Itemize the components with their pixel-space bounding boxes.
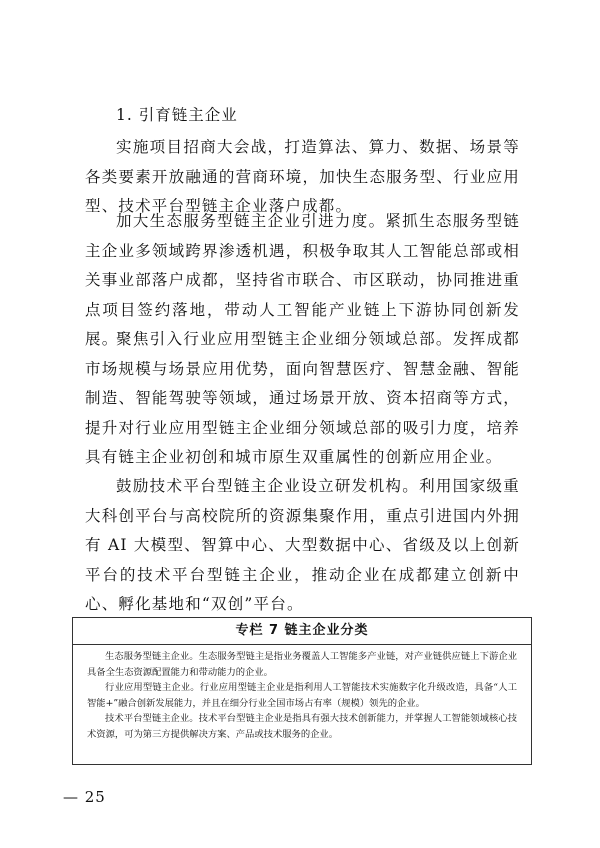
section-heading: 1. 引育链主企业 <box>116 106 238 124</box>
paragraph-intro: 实施项目招商大会战，打造算法、算力、数据、场景等各类要素开放融通的营商环境，加快生态服务型、行业应用型、技术平台型链主企业落户成都。 <box>85 138 520 215</box>
column-box-item-ecosystem: 生态服务型链主企业。生态服务型链主是指业务覆盖人工智能多产业链，对产业链供应链上下游企业具备全生态资源配置能力和带动能力的企业。 <box>87 651 517 678</box>
paragraph-industry-application: 聚焦引入行业应用型链主企业细分领域总部。发挥成都市场规模与场景应用优势，面向智慧医疗、智慧金融、智能制造、智能驾驶等领域，通过场景开放、资本招商等方式，提升对行业应用型链主企业细分领域总部的吸引力度，培养具有链主企业初创和城市原生双重属性的创新应用企业。 <box>85 330 520 466</box>
paragraph-ecosystem-service: 加大生态服务型链主企业引进力度。紧抓生态服务型链主企业多领域跨界渗透机遇，积极争取其人工智能总部或相关事业部落户成都，坚持省市联合、市区联动，协同推进重点项目签约落地，带动人工智能产业链上下游协同创新发展。 <box>85 212 520 348</box>
column-box-body <box>73 645 531 742</box>
column-box-item-industry: 行业应用型链主企业。行业应用型链主企业是指利用人工智能技术实施数字化升级改造，具备“人工智能+”融合创新发展能力，并且在细分行业全国市场占有率（规模）领先的企业。 <box>87 682 517 709</box>
column-box-item-technology: 技术平台型链主企业。技术平台型链主企业是指具有强大技术创新能力，并掌握人工智能领域核心技术资源，可为第三方提供解决方案、产品或技术服务的企业。 <box>87 713 517 740</box>
paragraph-technology-platform: 鼓励技术平台型链主企业设立研发机构。利用国家级重大科创平台与高校院所的资源集聚作用，重点引进国内外拥有 AI 大模型、智算中心、大型数据中心、省级及以上创新平台的技术平台型链主企业，推动企业在成都建立创新中心、孵化基地和“双创”平台。 <box>85 477 520 613</box>
page-number: — 25 <box>63 788 106 806</box>
column-box-title: 专栏 7 链主企业分类 <box>73 618 531 645</box>
column-box <box>72 617 532 765</box>
